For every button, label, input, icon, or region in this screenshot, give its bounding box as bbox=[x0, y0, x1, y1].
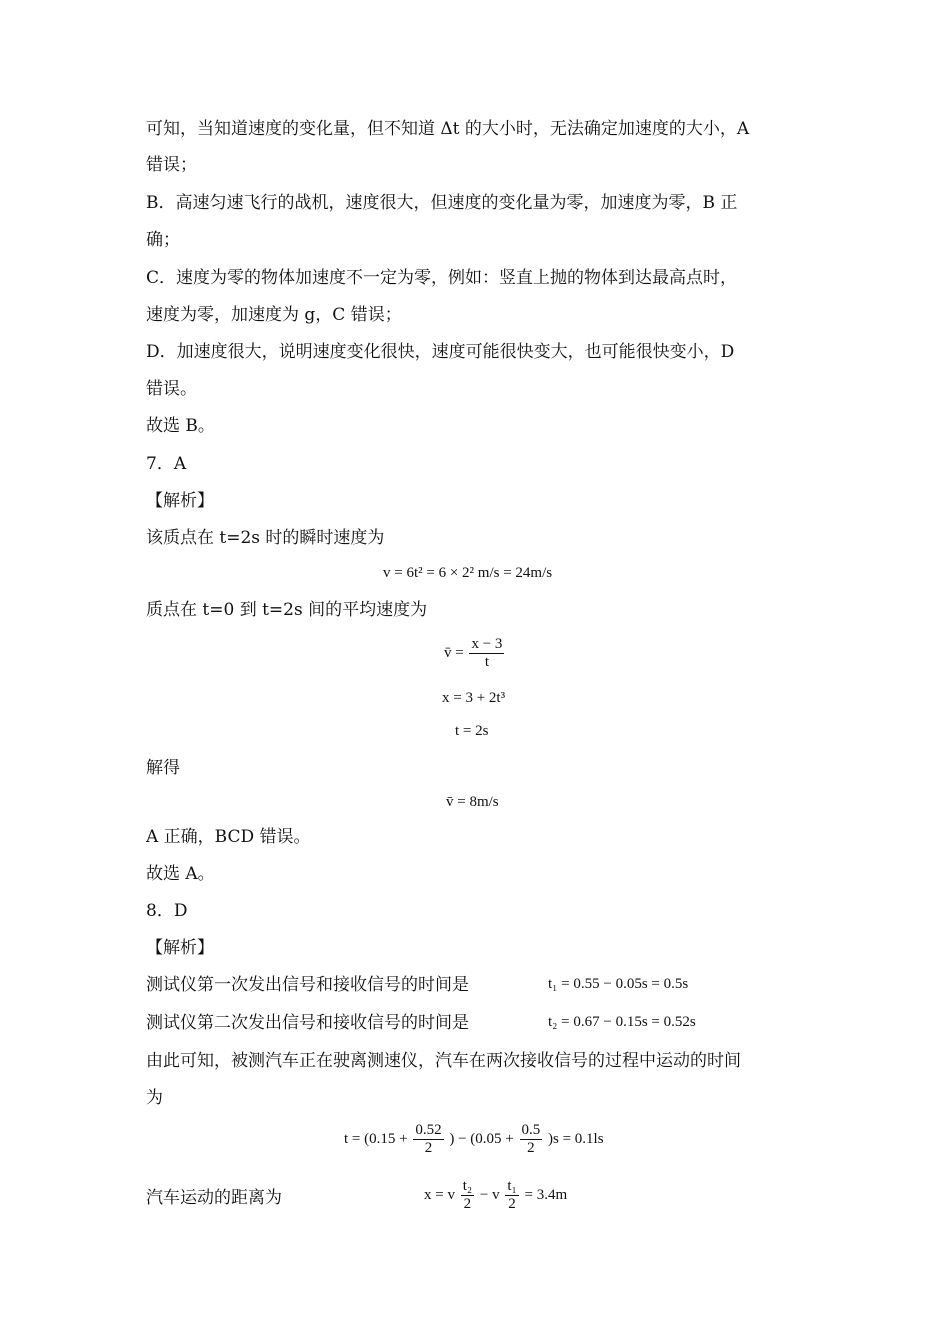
equation-part: ) − (0.05 + bbox=[449, 1130, 514, 1147]
equation-part: )s = 0.1ls bbox=[548, 1130, 604, 1147]
equation: v̄ = 8m/s bbox=[446, 794, 499, 810]
text-line: 由此可知，被测汽车正在驶离测速仪，汽车在两次接收信号的过程中运动的时间 bbox=[146, 1051, 741, 1071]
equation: x = 3 + 2t³ bbox=[442, 690, 506, 706]
numerator: 0.5 bbox=[521, 1122, 541, 1138]
text-line: 确； bbox=[146, 230, 180, 250]
question-number: 7．A bbox=[146, 454, 187, 474]
analysis-heading: 【解析】 bbox=[146, 491, 214, 511]
fraction bbox=[505, 1178, 518, 1213]
text-line: 错误。 bbox=[146, 379, 197, 399]
equation-fraction bbox=[424, 1178, 567, 1213]
numerator: t₁ bbox=[507, 1178, 517, 1194]
text-line: 质点在 t=0 到 t=2s 间的平均速度为 bbox=[146, 600, 428, 620]
equation: t = 2s bbox=[455, 723, 489, 739]
text-line: 可知，当知道速度的变化量，但不知道 Δt 的大小时，无法确定加速度的大小，A bbox=[146, 119, 750, 139]
numerator: 0.52 bbox=[415, 1122, 442, 1138]
denominator: 2 bbox=[508, 1196, 516, 1212]
analysis-heading: 【解析】 bbox=[146, 938, 214, 958]
fraction bbox=[461, 1178, 474, 1213]
text-line: 汽车运动的距离为 bbox=[146, 1188, 282, 1208]
equation-part: = 3.4m bbox=[524, 1186, 568, 1203]
fraction bbox=[413, 1122, 443, 1157]
text-line: 故选 B。 bbox=[146, 416, 215, 436]
question-number: 8．D bbox=[146, 901, 188, 921]
text-line: A 正确，BCD 错误。 bbox=[146, 827, 311, 847]
denominator: 2 bbox=[424, 1140, 433, 1156]
text-line: B．高速匀速飞行的战机，速度很大，但速度的变化量为零，加速度为零，B 正 bbox=[146, 193, 738, 213]
denominator: 2 bbox=[463, 1196, 472, 1212]
equation-part: x = v bbox=[424, 1186, 455, 1203]
equation: t₂ = 0.67 − 0.15s = 0.52s bbox=[548, 1014, 696, 1030]
equation-part: t = (0.15 + bbox=[344, 1130, 408, 1147]
equation: t₁ = 0.55 − 0.05s = 0.5s bbox=[548, 976, 689, 992]
text-line: 该质点在 t=2s 时的瞬时速度为 bbox=[146, 528, 385, 548]
fraction bbox=[520, 1122, 543, 1157]
equation-lhs: v̄ = bbox=[444, 644, 464, 661]
text-line: 解得 bbox=[146, 758, 180, 778]
denominator: t bbox=[484, 654, 490, 670]
text-line: 故选 A。 bbox=[146, 864, 215, 884]
equation-fraction bbox=[344, 1122, 604, 1157]
text-line: 为 bbox=[146, 1088, 163, 1108]
numerator: x − 3 bbox=[471, 636, 503, 652]
equation-part: − v bbox=[479, 1186, 500, 1203]
text-line: D．加速度很大，说明速度变化很快，速度可能很快变大，也可能很快变小，D bbox=[146, 342, 735, 362]
equation: v = 6t² = 6 × 2² m/s = 24m/s bbox=[383, 565, 553, 581]
denominator: 2 bbox=[527, 1140, 535, 1156]
text-line: 错误； bbox=[146, 155, 197, 175]
text-line: C．速度为零的物体加速度不一定为零，例如：竖直上抛的物体到达最高点时， bbox=[146, 268, 738, 288]
text-line: 速度为零，加速度为 g，C 错误； bbox=[146, 305, 402, 325]
fraction bbox=[469, 636, 504, 671]
text-line: 测试仪第二次发出信号和接收信号的时间是 bbox=[146, 1013, 469, 1033]
text-line: 测试仪第一次发出信号和接收信号的时间是 bbox=[146, 975, 469, 995]
equation-fraction bbox=[444, 636, 506, 671]
numerator: t₂ bbox=[462, 1178, 473, 1194]
